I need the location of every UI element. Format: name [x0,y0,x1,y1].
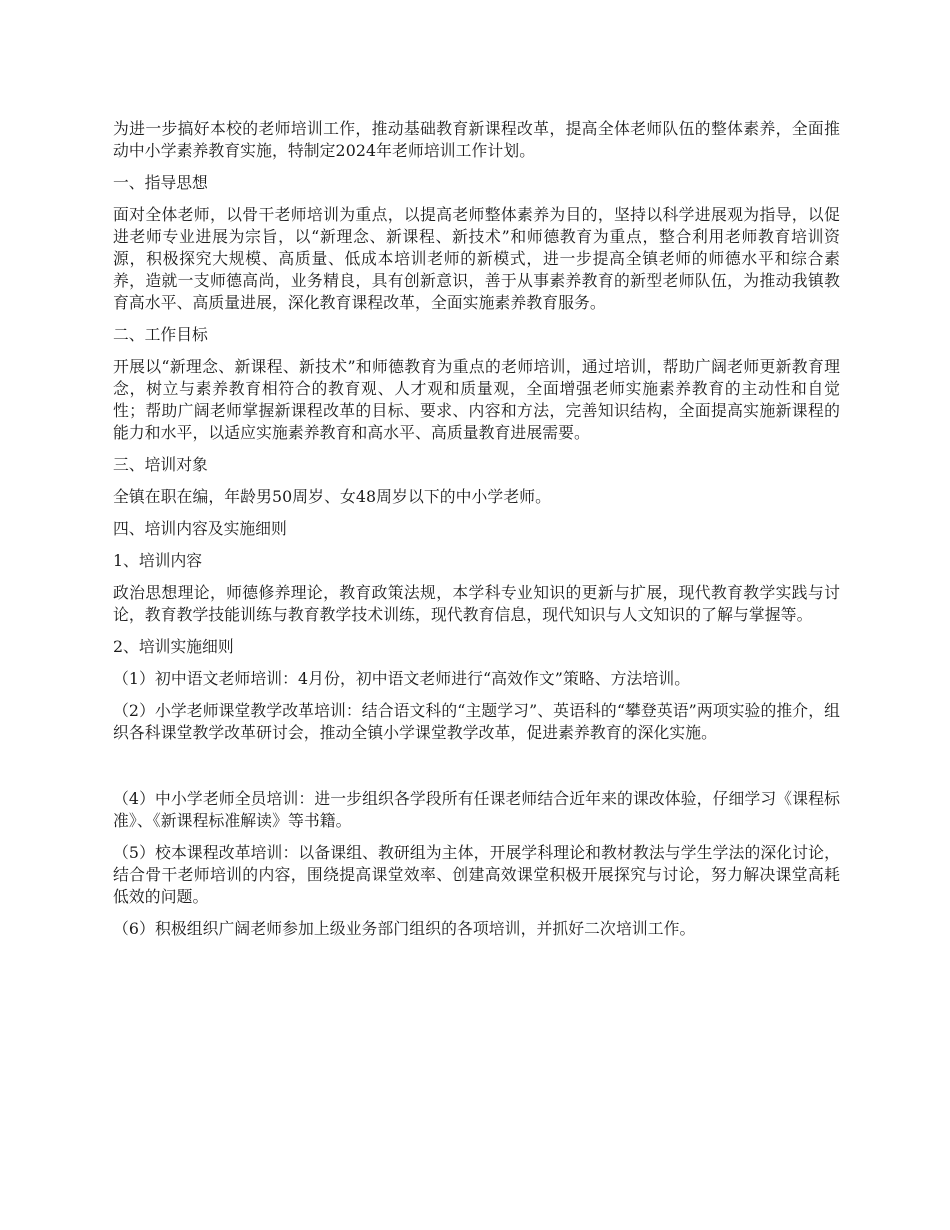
section-body-guiding-thought: 面对全体老师，以骨干老师培训为重点，以提高老师整体素养为目的，坚持以科学进展观为指导，以促进老师专业进展为宗旨，以“新理念、新课程、新技术”和师德教育为重点，整合利用老师教育培训资源，积极探究大规模、高质量、低成本培训老师的新模式，进一步提高全镇老师的师德水平和综合素养，造就一支师德高尚，业务精良，具有创新意识，善于从事素养教育的新型老师队伍，为推动我镇教育高水平、高质量进展，深化教育课程改革，全面实施素养教育服务。 [113,205,840,312]
subsection-heading-rules: 2、培训实施细则 [113,637,234,656]
section-heading-guiding-thought: 一、指导思想 [113,173,208,192]
section-body-training-targets: 全镇在职在编，年龄男50周岁、女48周岁以下的中小学老师。 [113,487,552,506]
section-heading-training-content: 四、培训内容及实施细则 [113,519,287,538]
section-heading-training-targets: 三、培训对象 [113,455,208,474]
document-page [113,118,840,950]
intro-paragraph: 为进一步搞好本校的老师培训工作，推动基础教育新课程改革，提高全体老师队伍的整体素养，全面推动中小学素养教育实施，特制定2024年老师培训工作计划。 [113,119,840,160]
subsection-heading-content: 1、培训内容 [113,551,203,570]
list-item: （4）中小学老师全员培训：进一步组织各学段所有任课老师结合近年来的课改体验，仔细学习《课程标准》、《新课程标准解读》等书籍。 [113,789,840,830]
section-body-work-goals: 开展以“新理念、新课程、新技术”和师德教育为重点的老师培训，通过培训，帮助广阔老师更新教育理念，树立与素养教育相符合的教育观、人才观和质量观，全面增强老师实施素养教育的主动性和自觉性；帮助广阔老师掌握新课程改革的目标、要求、内容和方法，完善知识结构，全面提高实施新课程的能力和水平，以适应实施素养教育和高水平、高质量教育进展需要。 [113,357,840,442]
list-item: （1）初中语文老师培训：4月份，初中语文老师进行“高效作文”策略、方法培训。 [113,669,691,688]
list-item: （2）小学老师课堂教学改革培训：结合语文科的“主题学习”、英语科的“攀登英语”两项实验的推介，组织各科课堂教学改革研讨会，推动全镇小学课堂教学改革，促进素养教育的深化实施。 [113,701,840,742]
section-heading-work-goals: 二、工作目标 [113,325,208,344]
blank-gap [113,754,840,788]
subsection-body-content: 政治思想理论，师德修养理论，教育政策法规，本学科专业知识的更新与扩展，现代教育教学实践与讨论，教育教学技能训练与教育教学技术训练，现代教育信息，现代知识与人文知识的了解与掌握等。 [113,583,840,624]
list-item: （5）校本课程改革培训：以备课组、教研组为主体，开展学科理论和教材教法与学生学法的深化讨论，结合骨干老师培训的内容，围绕提高课堂效率、创建高效课堂积极开展探究与讨论，努力解决课堂高耗低效的问题。 [113,843,840,906]
list-item: （6）积极组织广阔老师参加上级业务部门组织的各项培训，并抓好二次培训工作。 [113,919,696,938]
